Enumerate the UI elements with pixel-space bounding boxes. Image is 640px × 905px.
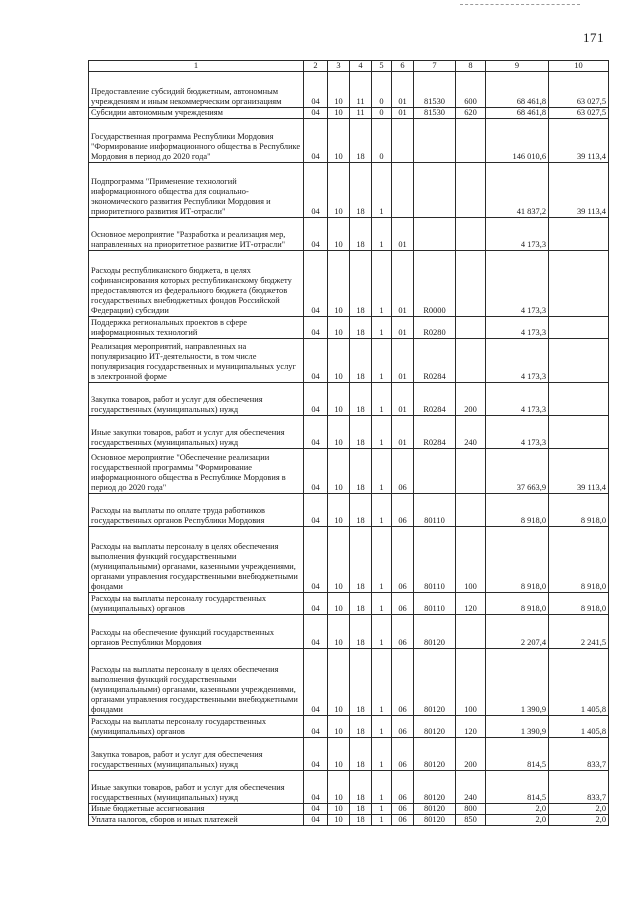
row-amount-col9: 2,0	[486, 815, 549, 826]
row-code-4: 11	[350, 108, 372, 119]
row-code-3: 10	[328, 119, 350, 163]
row-name: Предоставление субсидий бюджетным, автономным учреждениям и иным некоммерческим организациям	[89, 72, 304, 108]
row-code-6: 01	[392, 108, 414, 119]
row-code-6: 06	[392, 815, 414, 826]
row-target-code: R0280	[414, 317, 456, 339]
row-amount-col10: 39 113,4	[549, 119, 609, 163]
row-code-4: 18	[350, 383, 372, 416]
row-expense-type: 120	[456, 716, 486, 738]
row-code-6: 06	[392, 649, 414, 716]
row-code-6: 06	[392, 494, 414, 527]
row-name: Государственная программа Республики Мордовия "Формирование информационного общества в Республике Мордовия в период до 2020 года"	[89, 119, 304, 163]
row-code-2: 04	[304, 716, 328, 738]
row-amount-col10: 2,0	[549, 815, 609, 826]
row-code-4: 18	[350, 251, 372, 317]
row-target-code: R0284	[414, 416, 456, 449]
row-amount-col10: 1 405,8	[549, 649, 609, 716]
row-name: Поддержка региональных проектов в сфере информационных технологий	[89, 317, 304, 339]
row-code-6: 01	[392, 72, 414, 108]
row-amount-col9: 4 173,3	[486, 218, 549, 251]
table-row	[89, 771, 609, 804]
row-target-code: R0284	[414, 383, 456, 416]
row-expense-type: 120	[456, 593, 486, 615]
row-amount-col10	[549, 416, 609, 449]
row-code-4: 18	[350, 771, 372, 804]
row-code-4: 18	[350, 416, 372, 449]
row-code-6: 06	[392, 593, 414, 615]
row-code-4: 18	[350, 494, 372, 527]
row-code-6: 06	[392, 804, 414, 815]
row-amount-col9: 37 663,9	[486, 449, 549, 494]
table-row	[89, 494, 609, 527]
column-header-5: 5	[372, 61, 392, 72]
row-target-code: 80110	[414, 494, 456, 527]
row-name: Иные закупки товаров, работ и услуг для обеспечения государственных (муниципальных) нужд	[89, 416, 304, 449]
row-amount-col9: 4 173,3	[486, 339, 549, 383]
table-row	[89, 383, 609, 416]
row-name: Расходы на выплаты персоналу государственных (муниципальных) органов	[89, 716, 304, 738]
row-code-6	[392, 163, 414, 218]
row-expense-type	[456, 317, 486, 339]
row-code-2: 04	[304, 163, 328, 218]
row-code-3: 10	[328, 218, 350, 251]
row-amount-col9: 8 918,0	[486, 593, 549, 615]
row-code-6: 01	[392, 218, 414, 251]
row-name: Субсидии автономным учреждениям	[89, 108, 304, 119]
row-amount-col10: 63 027,5	[549, 72, 609, 108]
row-code-5: 1	[372, 339, 392, 383]
row-amount-col9: 41 837,2	[486, 163, 549, 218]
row-code-4: 18	[350, 738, 372, 771]
table-header	[89, 61, 609, 72]
row-code-3: 10	[328, 339, 350, 383]
row-code-5: 0	[372, 108, 392, 119]
table-row	[89, 317, 609, 339]
row-name: Закупка товаров, работ и услуг для обеспечения государственных (муниципальных) нужд	[89, 383, 304, 416]
row-code-3: 10	[328, 615, 350, 649]
row-name: Основное мероприятие "Разработка и реализация мер, направленных на приоритетное развитие ИТ-отрасли"	[89, 218, 304, 251]
table-row	[89, 615, 609, 649]
row-amount-col10	[549, 339, 609, 383]
row-target-code: 80120	[414, 716, 456, 738]
row-name: Расходы на выплаты персоналу в целях обеспечения выполнения функций государственными (муниципальными) органами, казенными учреждениями, органами управления государственными внебюджетными фондами	[89, 649, 304, 716]
row-target-code: 81530	[414, 72, 456, 108]
row-amount-col9: 8 918,0	[486, 527, 549, 593]
row-code-6: 01	[392, 251, 414, 317]
row-code-5: 0	[372, 72, 392, 108]
row-code-3: 10	[328, 593, 350, 615]
column-header-7: 7	[414, 61, 456, 72]
table-row	[89, 339, 609, 383]
row-amount-col10: 39 113,4	[549, 449, 609, 494]
header-row	[89, 61, 609, 72]
row-amount-col10: 39 113,4	[549, 163, 609, 218]
row-amount-col9: 4 173,3	[486, 383, 549, 416]
table-row	[89, 251, 609, 317]
row-name: Расходы на обеспечение функций государственных органов Республики Мордовия	[89, 615, 304, 649]
table-body	[89, 72, 609, 826]
row-code-4: 18	[350, 593, 372, 615]
row-amount-col9: 8 918,0	[486, 494, 549, 527]
row-code-6: 06	[392, 615, 414, 649]
row-code-2: 04	[304, 218, 328, 251]
row-code-4: 18	[350, 716, 372, 738]
row-amount-col10: 833,7	[549, 771, 609, 804]
row-code-2: 04	[304, 72, 328, 108]
table-row	[89, 449, 609, 494]
row-code-4: 18	[350, 218, 372, 251]
table-row	[89, 716, 609, 738]
row-expense-type	[456, 339, 486, 383]
row-code-4: 18	[350, 649, 372, 716]
row-code-3: 10	[328, 251, 350, 317]
row-target-code: 80110	[414, 593, 456, 615]
row-code-6: 01	[392, 317, 414, 339]
row-code-5: 1	[372, 527, 392, 593]
row-code-3: 10	[328, 108, 350, 119]
row-code-5: 1	[372, 494, 392, 527]
row-target-code: 80120	[414, 815, 456, 826]
column-header-4: 4	[350, 61, 372, 72]
row-expense-type: 200	[456, 738, 486, 771]
row-amount-col9: 814,5	[486, 771, 549, 804]
row-code-5: 1	[372, 716, 392, 738]
row-code-4: 18	[350, 804, 372, 815]
row-expense-type: 100	[456, 527, 486, 593]
table-row	[89, 119, 609, 163]
row-expense-type	[456, 449, 486, 494]
row-code-4: 11	[350, 72, 372, 108]
row-code-5: 1	[372, 251, 392, 317]
row-amount-col10: 2,0	[549, 804, 609, 815]
row-target-code: 80120	[414, 649, 456, 716]
row-expense-type: 240	[456, 771, 486, 804]
row-amount-col9: 814,5	[486, 738, 549, 771]
row-code-2: 04	[304, 494, 328, 527]
row-target-code: 80120	[414, 738, 456, 771]
page-number: 171	[583, 30, 604, 45]
row-code-5: 1	[372, 649, 392, 716]
row-amount-col9: 68 461,8	[486, 108, 549, 119]
row-expense-type: 620	[456, 108, 486, 119]
column-header-1: 1	[89, 61, 304, 72]
table-row	[89, 218, 609, 251]
row-expense-type	[456, 494, 486, 527]
row-code-5: 1	[372, 593, 392, 615]
row-target-code	[414, 163, 456, 218]
row-amount-col9: 146 010,6	[486, 119, 549, 163]
row-code-4: 18	[350, 119, 372, 163]
row-name: Реализация мероприятий, направленных на популяризацию ИТ-деятельности, в том числе популяризация государственных и муниципальных услуг в электронной форме	[89, 339, 304, 383]
table-row	[89, 72, 609, 108]
row-target-code	[414, 119, 456, 163]
row-expense-type	[456, 218, 486, 251]
row-target-code: 81530	[414, 108, 456, 119]
row-code-4: 18	[350, 339, 372, 383]
row-name: Основное мероприятие "Обеспечение реализации государственной программы "Формирование информационного общества в Республике Мордовия в период до 2020 года"	[89, 449, 304, 494]
row-amount-col9: 68 461,8	[486, 72, 549, 108]
row-expense-type	[456, 615, 486, 649]
row-code-3: 10	[328, 738, 350, 771]
row-amount-col10: 63 027,5	[549, 108, 609, 119]
row-code-3: 10	[328, 771, 350, 804]
row-code-3: 10	[328, 317, 350, 339]
row-code-5: 1	[372, 449, 392, 494]
row-code-2: 04	[304, 108, 328, 119]
row-amount-col10: 2 241,5	[549, 615, 609, 649]
table-row	[89, 649, 609, 716]
row-amount-col10: 833,7	[549, 738, 609, 771]
row-code-2: 04	[304, 527, 328, 593]
row-code-3: 10	[328, 649, 350, 716]
row-code-2: 04	[304, 771, 328, 804]
row-code-5: 1	[372, 815, 392, 826]
row-code-2: 04	[304, 119, 328, 163]
column-header-10: 10	[549, 61, 609, 72]
row-target-code: R0284	[414, 339, 456, 383]
table-row	[89, 108, 609, 119]
row-name: Расходы республиканского бюджета, в целях софинансирования которых республиканскому бюджету предоставляются из федерального бюджета (бюджетов государственных внебюджетных фондов Российской Федерации) субсидии	[89, 251, 304, 317]
row-expense-type	[456, 251, 486, 317]
row-target-code	[414, 449, 456, 494]
row-code-2: 04	[304, 593, 328, 615]
row-expense-type: 100	[456, 649, 486, 716]
row-expense-type: 200	[456, 383, 486, 416]
row-name: Расходы на выплаты по оплате труда работников государственных органов Республики Мордовия	[89, 494, 304, 527]
row-code-2: 04	[304, 738, 328, 771]
budget-table	[88, 60, 609, 826]
row-code-2: 04	[304, 449, 328, 494]
row-code-3: 10	[328, 494, 350, 527]
row-amount-col10	[549, 317, 609, 339]
table-row	[89, 804, 609, 815]
row-name: Расходы на выплаты персоналу государственных (муниципальных) органов	[89, 593, 304, 615]
row-code-6: 06	[392, 771, 414, 804]
row-code-4: 18	[350, 449, 372, 494]
row-code-6: 01	[392, 383, 414, 416]
row-amount-col9: 1 390,9	[486, 649, 549, 716]
row-code-3: 10	[328, 449, 350, 494]
row-code-5: 1	[372, 804, 392, 815]
row-amount-col10: 1 405,8	[549, 716, 609, 738]
row-code-5: 1	[372, 383, 392, 416]
row-amount-col10	[549, 218, 609, 251]
row-target-code: 80120	[414, 804, 456, 815]
column-header-2: 2	[304, 61, 328, 72]
row-code-4: 18	[350, 615, 372, 649]
row-code-6: 06	[392, 527, 414, 593]
row-expense-type	[456, 119, 486, 163]
table-row	[89, 593, 609, 615]
row-code-2: 04	[304, 815, 328, 826]
row-amount-col9: 1 390,9	[486, 716, 549, 738]
table-row	[89, 527, 609, 593]
row-amount-col9: 2,0	[486, 804, 549, 815]
table-row	[89, 163, 609, 218]
row-code-4: 18	[350, 163, 372, 218]
row-code-2: 04	[304, 251, 328, 317]
row-code-6: 06	[392, 716, 414, 738]
row-code-6: 06	[392, 449, 414, 494]
row-code-5: 1	[372, 738, 392, 771]
row-expense-type: 800	[456, 804, 486, 815]
row-code-3: 10	[328, 383, 350, 416]
row-code-6: 06	[392, 738, 414, 771]
row-code-5: 1	[372, 771, 392, 804]
row-amount-col10: 8 918,0	[549, 527, 609, 593]
row-expense-type: 600	[456, 72, 486, 108]
row-code-6	[392, 119, 414, 163]
row-target-code: R0000	[414, 251, 456, 317]
table-row	[89, 738, 609, 771]
row-name: Иные закупки товаров, работ и услуг для обеспечения государственных (муниципальных) нужд	[89, 771, 304, 804]
row-expense-type: 850	[456, 815, 486, 826]
column-header-6: 6	[392, 61, 414, 72]
row-target-code: 80110	[414, 527, 456, 593]
row-code-2: 04	[304, 383, 328, 416]
row-code-3: 10	[328, 815, 350, 826]
row-code-3: 10	[328, 163, 350, 218]
row-name: Закупка товаров, работ и услуг для обеспечения государственных (муниципальных) нужд	[89, 738, 304, 771]
row-code-2: 04	[304, 615, 328, 649]
row-code-3: 10	[328, 527, 350, 593]
column-header-8: 8	[456, 61, 486, 72]
row-target-code: 80120	[414, 615, 456, 649]
row-amount-col9: 4 173,3	[486, 251, 549, 317]
row-name: Подпрограмма "Применение технологий информационного общества для социально-экономического развития Республики Мордовия и приоритетного развития ИТ-отрасли"	[89, 163, 304, 218]
row-code-2: 04	[304, 416, 328, 449]
top-edge-mark	[460, 4, 580, 5]
row-amount-col10: 8 918,0	[549, 494, 609, 527]
column-header-3: 3	[328, 61, 350, 72]
row-code-4: 18	[350, 317, 372, 339]
row-code-3: 10	[328, 416, 350, 449]
table-row	[89, 815, 609, 826]
row-code-4: 18	[350, 527, 372, 593]
row-name: Иные бюджетные ассигнования	[89, 804, 304, 815]
row-name: Уплата налогов, сборов и иных платежей	[89, 815, 304, 826]
row-code-6: 01	[392, 416, 414, 449]
row-target-code	[414, 218, 456, 251]
row-code-2: 04	[304, 339, 328, 383]
row-code-4: 18	[350, 815, 372, 826]
row-code-5: 1	[372, 416, 392, 449]
row-amount-col9: 4 173,3	[486, 416, 549, 449]
row-name: Расходы на выплаты персоналу в целях обеспечения выполнения функций государственными (муниципальными) органами, казенными учреждениями, органами управления государственными внебюджетными фондами	[89, 527, 304, 593]
row-amount-col10	[549, 251, 609, 317]
row-code-3: 10	[328, 804, 350, 815]
row-code-2: 04	[304, 649, 328, 716]
row-code-5: 1	[372, 218, 392, 251]
row-amount-col9: 4 173,3	[486, 317, 549, 339]
row-code-5: 1	[372, 163, 392, 218]
table-row	[89, 416, 609, 449]
row-code-2: 04	[304, 804, 328, 815]
row-code-5: 1	[372, 317, 392, 339]
row-amount-col10	[549, 383, 609, 416]
row-amount-col9: 2 207,4	[486, 615, 549, 649]
row-expense-type: 240	[456, 416, 486, 449]
row-amount-col10: 8 918,0	[549, 593, 609, 615]
row-code-3: 10	[328, 716, 350, 738]
row-code-2: 04	[304, 317, 328, 339]
row-code-5: 1	[372, 615, 392, 649]
row-expense-type	[456, 163, 486, 218]
column-header-9: 9	[486, 61, 549, 72]
row-code-3: 10	[328, 72, 350, 108]
row-target-code: 80120	[414, 771, 456, 804]
row-code-5: 0	[372, 119, 392, 163]
row-code-6: 01	[392, 339, 414, 383]
